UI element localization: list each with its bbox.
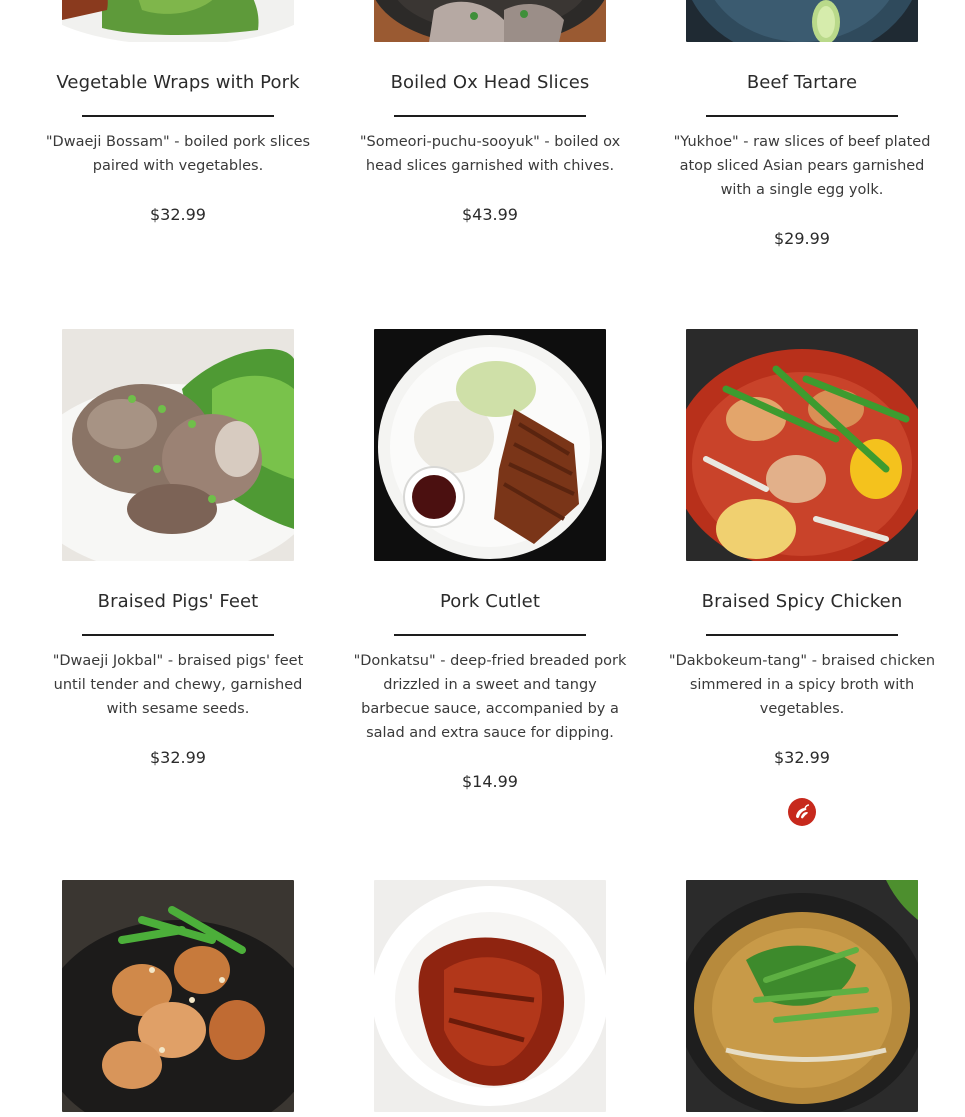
menu-item-price: $29.99 [774,229,830,248]
menu-item-description: "Dwaeji Bossam" - boiled pork slices paired with vegetables. [45,134,311,174]
menu-item-card [334,0,646,290]
menu-item-title: Braised Pigs' Feet [97,591,259,612]
menu-item-card [646,880,958,1117]
menu-item-price: $14.99 [462,772,518,791]
menu-item-title: Boiled Ox Head Slices [390,72,590,93]
menu-item-card [334,880,646,1117]
title-divider [706,115,898,117]
menu-item-card [334,329,646,829]
menu-item-description: "Donkatsu" - deep-fried breaded pork drizzled in a sweet and tangy barbecue sauce, accompanied by a salad and extra sauce for dipping. [353,653,627,741]
menu-item-card [646,329,958,829]
menu-item-card [22,880,334,1117]
pigs-feet-photo [62,329,294,561]
ox-head-photo [374,0,606,42]
beef-tartare-photo [686,0,918,42]
title-divider [82,634,274,636]
stir-fried-chicken-photo [62,880,294,1112]
glazed-fish-photo [374,880,606,1112]
menu-item-card [22,0,334,290]
spicy-chicken-photo [686,329,918,561]
menu-item-price: $32.99 [150,748,206,767]
menu-item-card [646,0,958,290]
menu-item-description: "Dwaeji Jokbal" - braised pigs' feet until tender and chewy, garnished with sesame seeds. [52,653,304,717]
pork-wrap-photo [62,0,294,42]
menu-item-title: Braised Spicy Chicken [701,591,903,612]
title-divider [706,634,898,636]
hot-pot-stew-photo [686,880,918,1112]
title-divider [82,115,274,117]
title-divider [394,634,586,636]
chili-pepper-icon [788,798,816,826]
menu-item-price: $32.99 [774,748,830,767]
menu-item-card [22,329,334,829]
menu-item-title: Vegetable Wraps with Pork [56,72,300,93]
menu-item-description: "Yukhoe" - raw slices of beef plated atop sliced Asian pears garnished with a single egg yolk. [673,134,931,198]
pork-cutlet-photo [374,329,606,561]
menu-item-price: $43.99 [462,205,518,224]
menu-item-title: Beef Tartare [746,72,858,93]
menu-item-title: Pork Cutlet [439,591,541,612]
menu-item-price: $32.99 [150,205,206,224]
menu-item-description: "Dakbokeum-tang" - braised chicken simmered in a spicy broth with vegetables. [668,653,936,717]
menu-item-description: "Someori-puchu-sooyuk" - boiled ox head slices garnished with chives. [359,134,621,174]
title-divider [394,115,586,117]
